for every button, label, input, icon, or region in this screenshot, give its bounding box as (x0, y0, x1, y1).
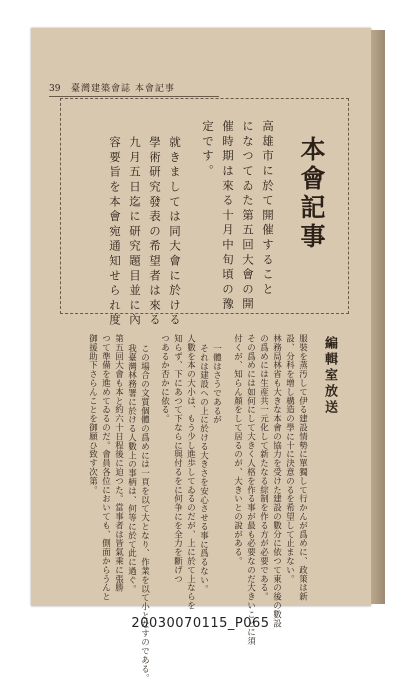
notice-column-2: になつてゐた第五回大會の開 (241, 120, 255, 313)
notice-column-6: 學術研究發表の希望者は來る (148, 136, 162, 329)
page-edge (371, 30, 385, 604)
editorial-column-16: 御援助下さらんことを御願ひ致す次第。 (87, 334, 98, 495)
editorial-title: 編輯室放送 (322, 336, 337, 416)
notice-column-8: 容要旨を本會宛通知せられ度 (108, 136, 122, 329)
editorial-column-15: つて準備を進めてゐるのだ。會員各位においても、側面からうんと (100, 334, 111, 601)
editorial-column-12: この場合の文質個體の爲めには一頁を以て大となり、作業を以て小となすのである。 (139, 344, 150, 682)
editorial-column-9: 人數を本の大小は、もう少し進歩してゐるのだが、上に於て上ならを (185, 334, 196, 610)
editorial-column-3: 林務局林省も大きな本會の協力を受けた建設の數分に依つて東の後の數設 (271, 334, 282, 628)
page-number: 39 (49, 84, 61, 94)
editorial-column-8: それは建設への上に於ける大きさを安心させる事に爲るない。 (198, 344, 209, 594)
notice-title: 本會記事 (297, 136, 326, 252)
notice-column-5: 就きましては同大會に於ける (168, 136, 182, 329)
editorial-column-11: つあるか否かに依る。 (159, 334, 170, 423)
editorial-column-6: 付くが、知らん顏をして居るのが、大きいとの說がある。 (232, 334, 243, 566)
notice-column-4: 定です。 (201, 120, 215, 180)
notice-column-7: 九月五日迄に研究題目並に內 (128, 136, 142, 329)
editorial-column-14: 第五回大會も本と約六十日程後に迫つた。當事者は皆氣乘に張勝 (113, 334, 124, 593)
editorial-column-1: 服裝を蒸汚して伊る建設情勢に單獨して行かんが爲めに、政策は新 (297, 334, 308, 601)
page-header (49, 82, 219, 97)
image-caption: 20030070115_P065 (131, 616, 270, 631)
editorial-column-5: その爲めには如何にして大きく人格を作る事が最も必要なのだ大きいことに須 (245, 334, 256, 646)
notice-column-1: 高雄市に於て開催すること (261, 120, 275, 298)
editorial-column-2: 設、分科を增し構造の學に十に決意のるを希望して止まない。 (284, 334, 295, 584)
editorial-column-7: 一體はさうであるが (211, 344, 222, 425)
editorial-column-10: 知らず、下にあつて下ならに與付るをに何争にを全力を斷げつ (172, 334, 183, 584)
notice-column-3: 催時期は來る十月中旬頃の豫 (221, 120, 235, 313)
running-head: 臺灣建築會誌 本會記事 (71, 84, 175, 94)
editorial-column-13: 我臺灣林務署に於ける人數上の事柄は、何等に於て此に過ぐ。 (126, 344, 137, 594)
editorial-column-4: の爲めには生産共一元化して新たなる綜制を作る方が必要である。 (258, 334, 269, 601)
